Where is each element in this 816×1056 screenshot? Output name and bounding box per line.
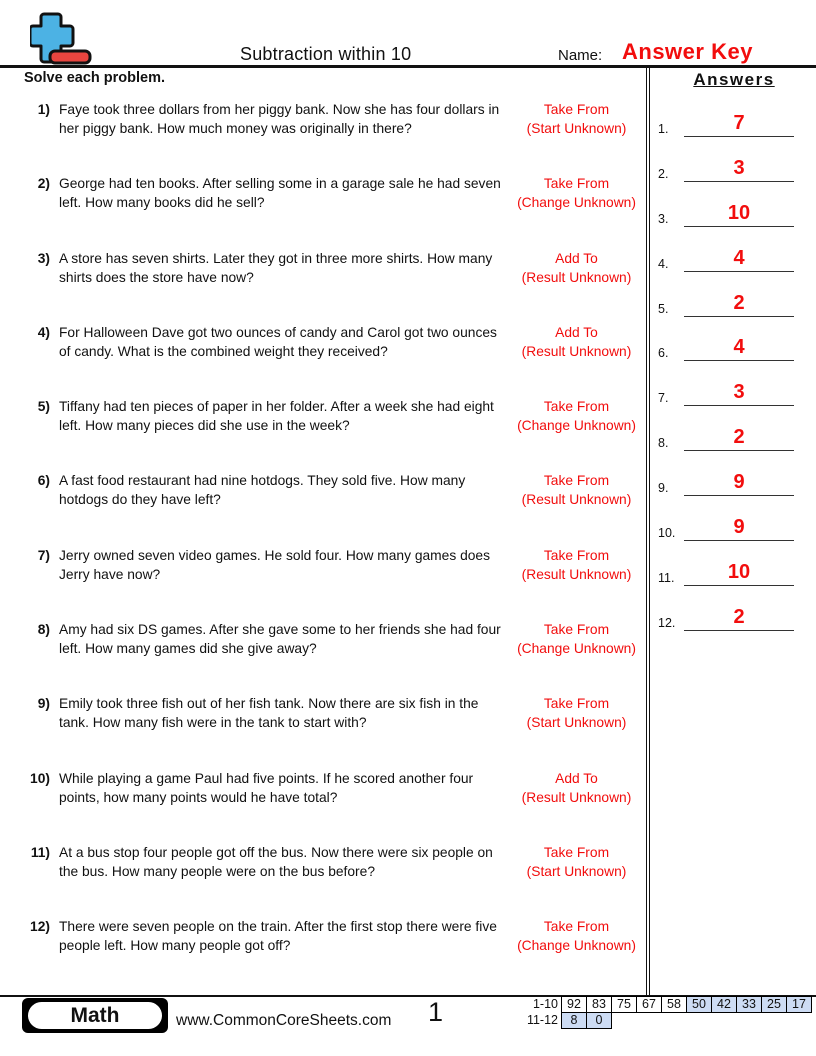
problem-item xyxy=(24,471,646,509)
answer-number: 8. xyxy=(658,436,669,450)
problem-type-line2: (Result Unknown) xyxy=(521,790,632,806)
answer-value: 2 xyxy=(684,606,794,631)
answer-number: 4. xyxy=(658,257,669,271)
problem-type-line1: Take From xyxy=(543,548,610,563)
answer-row xyxy=(656,283,802,317)
problem-item xyxy=(24,769,646,807)
score-table xyxy=(496,996,812,1029)
score-cell: 33 xyxy=(736,996,762,1013)
answer-value: 2 xyxy=(684,292,794,317)
problem-type-line2: (Change Unknown) xyxy=(517,418,636,434)
problem-item xyxy=(24,917,646,955)
problem-text: Faye took three dollars from her piggy bank. Now she has four dollars in her piggy bank. How much money was originally in there? xyxy=(59,102,500,137)
problem-text: At a bus stop four people got off the bus. Now there were six people on the bus. How many people were on the bus before? xyxy=(59,845,493,880)
problem-type-line2: (Start Unknown) xyxy=(526,715,627,731)
problem-type-label xyxy=(507,174,646,212)
answer-value: 9 xyxy=(684,471,794,496)
problem-number: 4) xyxy=(37,325,50,340)
problem-number: 1) xyxy=(37,102,50,117)
answer-key-text: Answer Key xyxy=(622,39,753,64)
problem-number: 3) xyxy=(37,251,50,266)
problem-number: 5) xyxy=(37,399,50,414)
worksheet-title: Subtraction within 10 xyxy=(240,44,412,64)
score-cell: 0 xyxy=(586,1012,612,1029)
problem-type-line1: Add To xyxy=(555,771,598,786)
answer-value: 3 xyxy=(684,157,794,182)
problem-item xyxy=(24,694,646,732)
problem-item xyxy=(24,620,646,658)
problem-text: Emily took three fish out of her fish tank. Now there are six fish in the tank. How many fish were in the tank to start with? xyxy=(59,696,479,731)
problem-type-line2: (Result Unknown) xyxy=(521,270,632,286)
score-cell: 67 xyxy=(636,996,662,1013)
problem-type-line1: Add To xyxy=(555,251,598,266)
answer-value: 3 xyxy=(684,381,794,406)
answer-row xyxy=(656,507,802,541)
problem-type-label xyxy=(507,843,646,881)
problem-type-label xyxy=(507,323,646,361)
answer-number: 6. xyxy=(658,346,669,360)
problem-item xyxy=(24,174,646,212)
score-row-label: 1-10 xyxy=(532,997,558,1011)
problem-text: While playing a game Paul had five points. If he scored another four points, how many points would he have total? xyxy=(59,771,474,806)
problem-number: 6) xyxy=(37,473,50,488)
answer-value: 2 xyxy=(684,426,794,451)
answer-number: 7. xyxy=(658,391,669,405)
problem-type-line1: Take From xyxy=(543,102,610,117)
header-rule xyxy=(0,65,816,68)
answer-row xyxy=(656,148,802,182)
problem-number: 9) xyxy=(37,696,50,711)
answer-number: 3. xyxy=(658,212,669,226)
answer-row xyxy=(656,372,802,406)
problem-type-label xyxy=(507,471,646,509)
problem-item xyxy=(24,546,646,584)
problem-type-line1: Take From xyxy=(543,919,610,934)
problem-type-label xyxy=(507,694,646,732)
problem-type-line1: Add To xyxy=(555,325,598,340)
answer-value: 4 xyxy=(684,247,794,272)
plus-minus-logo-icon xyxy=(30,12,92,66)
problem-number: 7) xyxy=(37,548,50,563)
problem-text: A store has seven shirts. Later they got in three more shirts. How many shirts does the store have now? xyxy=(59,251,493,286)
answer-row xyxy=(656,417,802,451)
problem-number: 11) xyxy=(30,845,50,860)
problem-type-line2: (Result Unknown) xyxy=(521,492,632,508)
problem-text: George had ten books. After selling some in a garage sale he had seven left. How many books did he sell? xyxy=(59,176,501,211)
problem-text: Amy had six DS games. After she gave some to her friends she had four left. How many games did she give away? xyxy=(59,622,501,657)
score-cell: 25 xyxy=(761,996,787,1013)
instructions-text: Solve each problem. xyxy=(24,70,166,86)
answer-number: 10. xyxy=(658,526,676,540)
score-row xyxy=(496,1012,812,1029)
problem-type-label xyxy=(507,100,646,138)
problem-type-line1: Take From xyxy=(543,473,610,488)
problem-type-line2: (Result Unknown) xyxy=(521,567,632,583)
problem-type-line1: Take From xyxy=(543,696,610,711)
answer-number: 11. xyxy=(658,571,675,585)
problem-item xyxy=(24,397,646,435)
score-cell: 92 xyxy=(561,996,587,1013)
problem-number: 8) xyxy=(37,622,50,637)
math-badge xyxy=(22,998,168,1033)
problem-number: 10) xyxy=(30,771,50,786)
score-cell: 58 xyxy=(661,996,687,1013)
answer-number: 5. xyxy=(658,302,669,316)
answer-row xyxy=(656,552,802,586)
answer-value: 9 xyxy=(684,516,794,541)
score-cell: 50 xyxy=(686,996,712,1013)
score-cell: 42 xyxy=(711,996,737,1013)
answer-row xyxy=(656,103,802,137)
problem-type-line2: (Change Unknown) xyxy=(517,641,636,657)
problem-type-line2: (Start Unknown) xyxy=(526,121,627,137)
answer-value: 4 xyxy=(684,336,794,361)
answers-title: Answers xyxy=(693,70,775,89)
problem-type-line1: Take From xyxy=(543,622,610,637)
problem-item xyxy=(24,843,646,881)
problem-type-line1: Take From xyxy=(543,176,610,191)
answer-row xyxy=(656,238,802,272)
problem-item xyxy=(24,323,646,361)
answer-value: 10 xyxy=(684,561,794,586)
answer-value: 10 xyxy=(684,202,794,227)
problem-type-label xyxy=(507,249,646,287)
problem-text: Tiffany had ten pieces of paper in her folder. After a week she had eight left. How many pieces did she use in the week? xyxy=(59,399,494,434)
problem-type-label xyxy=(507,397,646,435)
problem-type-line1: Take From xyxy=(543,845,610,860)
problem-type-label xyxy=(507,917,646,955)
answers-divider xyxy=(646,68,650,995)
answer-number: 9. xyxy=(658,481,669,495)
answer-number: 2. xyxy=(658,167,669,181)
problem-type-line2: (Change Unknown) xyxy=(517,938,636,954)
problem-text: There were seven people on the train. After the first stop there were five people left. How many people got off? xyxy=(59,919,497,954)
answer-number: 1. xyxy=(658,122,669,136)
score-cell: 75 xyxy=(611,996,637,1013)
answer-row xyxy=(656,462,802,496)
problem-type-line1: Take From xyxy=(543,399,610,414)
problem-type-label xyxy=(507,620,646,658)
problem-item xyxy=(24,100,646,138)
website-url: www.CommonCoreSheets.com xyxy=(176,1012,392,1029)
problem-text: For Halloween Dave got two ounces of candy and Carol got two ounces of candy. What is the combined weight they received? xyxy=(59,325,497,360)
problem-type-line2: (Start Unknown) xyxy=(526,864,627,880)
score-row xyxy=(496,996,812,1013)
problem-type-label xyxy=(507,546,646,584)
problem-number: 2) xyxy=(37,176,50,191)
answer-number: 12. xyxy=(658,616,676,630)
problem-text: Jerry owned seven video games. He sold four. How many games does Jerry have now? xyxy=(59,548,490,583)
problem-type-line2: (Result Unknown) xyxy=(521,344,632,360)
score-row-label: 11-12 xyxy=(526,1013,558,1027)
problem-number: 12) xyxy=(30,919,50,934)
problem-type-line2: (Change Unknown) xyxy=(517,195,636,211)
page-number: 1 xyxy=(428,997,444,1027)
answer-row xyxy=(656,597,802,631)
name-label: Name: xyxy=(558,47,603,64)
answer-row xyxy=(656,327,802,361)
score-cell: 83 xyxy=(586,996,612,1013)
answer-value: 7 xyxy=(684,112,794,137)
score-cell: 17 xyxy=(786,996,812,1013)
answer-row xyxy=(656,193,802,227)
problem-type-label xyxy=(507,769,646,807)
math-badge-label: Math xyxy=(28,1002,162,1029)
problem-text: A fast food restaurant had nine hotdogs. They sold five. How many hotdogs do they have left? xyxy=(59,473,466,508)
score-cell: 8 xyxy=(561,1012,587,1029)
problem-item xyxy=(24,249,646,287)
